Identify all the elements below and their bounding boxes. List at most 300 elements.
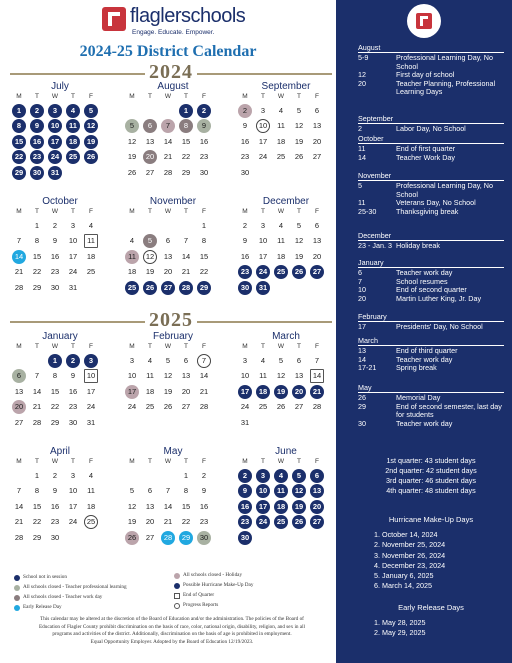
month-nov-2024 <box>123 195 223 296</box>
weekday-header <box>236 208 336 218</box>
event-text: Memorial Day <box>396 393 441 402</box>
month-may-2025 <box>123 445 223 546</box>
day-cell: 13 <box>145 136 155 146</box>
legend-label: All schools closed - Holiday <box>183 572 243 578</box>
day-cell: 27 <box>310 265 324 279</box>
day-cell: 25 <box>274 515 288 529</box>
day-cell: 25 <box>125 281 139 295</box>
day-cell: 29 <box>50 417 60 427</box>
day-cell: 28 <box>161 531 175 545</box>
weekday-label: W <box>51 208 59 215</box>
day-cell: 4 <box>278 220 284 230</box>
day-cell: 2 <box>66 354 80 368</box>
day-cell: 15 <box>181 501 191 511</box>
day-cell: 6 <box>165 236 171 246</box>
month-name: July <box>51 81 69 92</box>
event-date: 14 <box>358 152 366 162</box>
event-text: Teacher work day <box>396 354 453 364</box>
early-release-item: 1. May 28, 2025 <box>374 618 426 627</box>
day-cell: 18 <box>86 501 96 511</box>
events-month-heading: January <box>358 258 504 268</box>
day-cell: 9 <box>242 236 248 246</box>
weekday-label: F <box>315 93 319 100</box>
day-cell: 8 <box>12 119 26 133</box>
event-date: 17 <box>358 322 366 331</box>
year-divider-2024 <box>10 61 332 83</box>
day-cell: 31 <box>256 281 270 295</box>
day-cell: 11 <box>277 121 285 131</box>
day-cell: 15 <box>199 251 209 261</box>
weekday-header <box>236 93 336 103</box>
day-cell: 11 <box>259 371 267 381</box>
event-row <box>358 364 504 373</box>
day-cell: 24 <box>256 515 270 529</box>
month-name: November <box>149 196 197 207</box>
day-cell: 6 <box>314 105 320 115</box>
month-name: May <box>163 446 183 457</box>
disclaimer <box>10 616 334 646</box>
day-cell: 3 <box>129 355 135 365</box>
event-date: 2 <box>358 124 362 133</box>
day-cell: 15 <box>32 251 42 261</box>
disclaimer-line: Equal Opportunity Employer. Adopted by the Board of Education 12/19/2023. <box>90 638 254 645</box>
legend-item <box>14 583 127 592</box>
day-cell: 11 <box>84 234 98 248</box>
weekday-label: W <box>277 208 285 215</box>
events-section-august <box>358 43 504 97</box>
event-date: 7 <box>358 276 362 286</box>
events-section-december <box>358 231 504 251</box>
day-cell: 10 <box>68 486 78 496</box>
day-cell: 16 <box>30 135 44 149</box>
events-section-october <box>358 134 504 162</box>
month-name: October <box>42 196 78 207</box>
weekday-label: T <box>35 93 39 100</box>
weekday-label: F <box>202 458 206 465</box>
student-days-line: 3rd quarter: 46 student days <box>386 476 476 485</box>
day-cell: 22 <box>12 150 26 164</box>
day-cell: 3 <box>242 355 248 365</box>
day-cell: 2 <box>242 220 248 230</box>
day-cell: 24 <box>68 517 78 527</box>
event-text: End of second quarter <box>396 285 467 294</box>
day-cell: 4 <box>88 470 94 480</box>
day-cell: 11 <box>277 236 285 246</box>
day-cell: 8 <box>34 236 40 246</box>
weekday-label: M <box>242 343 248 350</box>
day-cell: 7 <box>34 371 40 381</box>
day-cell: 2 <box>30 104 44 118</box>
weekday-label: M <box>16 208 22 215</box>
day-cell: 12 <box>127 501 137 511</box>
day-cell: 4 <box>66 104 80 118</box>
event-date: 12 <box>358 70 366 79</box>
day-cell: 14 <box>163 501 173 511</box>
day-cell: 10 <box>84 369 98 383</box>
weekday-header <box>10 208 110 218</box>
day-cell: 2 <box>197 104 211 118</box>
event-text: Martin Luther King, Jr. Day <box>396 293 482 303</box>
event-text: Teacher work day <box>396 418 453 428</box>
weekday-label: T <box>148 458 152 465</box>
day-cell: 31 <box>48 166 62 180</box>
day-cell: 23 <box>68 402 78 412</box>
day-grid <box>123 103 223 181</box>
day-cell: 10 <box>68 236 78 246</box>
day-cell: 9 <box>197 119 211 133</box>
day-cell: 26 <box>125 531 139 545</box>
weekday-label: W <box>51 458 59 465</box>
day-cell: 8 <box>34 486 40 496</box>
event-date: 11 <box>358 198 366 207</box>
day-cell: 30 <box>199 167 209 177</box>
day-cell: 3 <box>70 470 76 480</box>
weekday-label: T <box>35 343 39 350</box>
day-cell: 21 <box>163 517 173 527</box>
day-cell: 28 <box>14 282 24 292</box>
day-cell: 16 <box>199 501 209 511</box>
day-cell: 20 <box>310 500 324 514</box>
event-text: End of third quarter <box>396 346 458 355</box>
day-cell: 23 <box>50 267 60 277</box>
day-cell: 30 <box>50 282 60 292</box>
early-release-title: Early Release Days <box>398 603 464 612</box>
day-cell: 14 <box>14 501 24 511</box>
day-cell: 28 <box>163 167 173 177</box>
day-cell: 31 <box>240 417 250 427</box>
day-cell: 19 <box>294 251 304 261</box>
event-text: School resumes <box>396 276 448 286</box>
weekday-label: T <box>71 208 75 215</box>
day-cell: 19 <box>127 152 137 162</box>
day-cell: 12 <box>294 121 304 131</box>
day-cell: 29 <box>32 532 42 542</box>
day-cell: 9 <box>242 121 248 131</box>
day-cell: 19 <box>127 517 137 527</box>
day-cell: 13 <box>312 236 322 246</box>
day-cell: 30 <box>197 531 211 545</box>
event-row <box>358 182 504 199</box>
day-cell: 5 <box>292 469 306 483</box>
day-cell: 25 <box>84 515 98 529</box>
day-cell: 26 <box>163 402 173 412</box>
early-release-item: 2. May 29, 2025 <box>374 628 426 638</box>
legend-label: School not in session <box>23 574 67 580</box>
day-cell: 27 <box>145 167 155 177</box>
day-cell: 12 <box>292 484 306 498</box>
event-date: 11 <box>358 144 366 153</box>
day-cell: 13 <box>163 251 173 261</box>
day-cell: 12 <box>127 136 137 146</box>
day-cell: 22 <box>199 267 209 277</box>
day-cell: 17 <box>258 251 268 261</box>
day-grid <box>10 353 110 431</box>
student-days-line: 2nd quarter: 42 student days <box>385 466 477 475</box>
day-cell: 16 <box>50 501 60 511</box>
day-cell: 28 <box>312 402 322 412</box>
day-cell: 29 <box>32 282 42 292</box>
legend-item <box>174 571 242 580</box>
day-cell: 3 <box>84 354 98 368</box>
day-cell: 8 <box>201 236 207 246</box>
day-cell: 19 <box>145 267 155 277</box>
day-cell: 21 <box>32 402 42 412</box>
day-cell: 6 <box>183 355 189 365</box>
weekday-label: M <box>16 458 22 465</box>
legend-swatch-icon <box>14 595 20 601</box>
weekday-label: W <box>51 343 59 350</box>
weekday-label: T <box>148 93 152 100</box>
day-cell: 10 <box>256 484 270 498</box>
day-cell: 24 <box>240 402 250 412</box>
day-cell: 18 <box>274 500 288 514</box>
weekday-label: T <box>184 458 188 465</box>
day-cell: 6 <box>296 355 302 365</box>
day-cell: 23 <box>199 152 209 162</box>
day-cell: 9 <box>30 119 44 133</box>
day-cell: 18 <box>145 386 155 396</box>
day-cell: 9 <box>70 371 76 381</box>
month-name: August <box>157 81 189 92</box>
day-grid <box>236 353 336 431</box>
event-text: Thanksgiving break <box>396 206 459 216</box>
events-month-heading: February <box>358 312 504 322</box>
day-cell: 27 <box>145 532 155 542</box>
day-cell: 12 <box>143 250 157 264</box>
events-month-heading: March <box>358 336 504 346</box>
day-cell: 29 <box>181 167 191 177</box>
legend-item <box>174 601 218 610</box>
day-cell: 20 <box>143 150 157 164</box>
weekday-label: W <box>51 93 59 100</box>
day-cell: 7 <box>161 119 175 133</box>
day-cell: 6 <box>314 220 320 230</box>
weekday-header <box>236 343 336 353</box>
day-cell: 1 <box>179 104 193 118</box>
month-name: January <box>42 331 78 342</box>
day-cell: 10 <box>127 371 137 381</box>
day-cell: 12 <box>163 371 173 381</box>
weekday-label: M <box>242 208 248 215</box>
weekday-header <box>123 93 223 103</box>
weekday-label: F <box>89 93 93 100</box>
event-text: Presidents' Day, No School <box>396 322 483 331</box>
day-cell: 23 <box>240 152 250 162</box>
event-text: Professional Learning Day, No School <box>396 53 493 71</box>
day-cell: 11 <box>125 250 139 264</box>
weekday-header <box>236 458 336 468</box>
event-date: 14 <box>358 354 366 364</box>
event-row <box>358 154 504 163</box>
weekday-header <box>123 343 223 353</box>
day-cell: 18 <box>127 267 137 277</box>
day-cell: 26 <box>276 402 286 412</box>
day-cell: 8 <box>179 119 193 133</box>
day-cell: 19 <box>163 386 173 396</box>
events-month-heading: November <box>358 171 504 181</box>
weekday-label: T <box>184 208 188 215</box>
day-grid <box>123 353 223 431</box>
weekday-label: M <box>16 343 22 350</box>
weekday-label: T <box>261 458 265 465</box>
day-cell: 20 <box>312 136 322 146</box>
weekday-label: T <box>184 343 188 350</box>
day-cell: 1 <box>12 104 26 118</box>
day-cell: 27 <box>294 402 304 412</box>
month-apr-2025 <box>10 445 110 546</box>
day-grid <box>236 218 336 296</box>
weekday-label: T <box>261 208 265 215</box>
hurricane-title: Hurricane Make-Up Days <box>388 515 474 524</box>
month-name: June <box>275 446 297 457</box>
hurricane-item: 4. December 23, 2024 <box>374 560 446 570</box>
day-cell: 20 <box>181 386 191 396</box>
day-cell: 18 <box>256 385 270 399</box>
early-release-list <box>374 618 426 639</box>
day-cell: 14 <box>199 371 209 381</box>
day-cell: 1 <box>48 354 62 368</box>
month-sep-2024 <box>236 80 336 181</box>
day-cell: 8 <box>183 486 189 496</box>
day-cell: 7 <box>197 354 211 368</box>
day-cell: 19 <box>84 135 98 149</box>
day-cell: 5 <box>165 355 171 365</box>
day-cell: 5 <box>296 105 302 115</box>
day-cell: 22 <box>50 402 60 412</box>
day-cell: 25 <box>86 267 96 277</box>
day-cell: 24 <box>256 265 270 279</box>
day-cell: 9 <box>238 484 252 498</box>
legend-label: All schools closed - Teacher work day <box>23 594 103 600</box>
day-cell: 14 <box>181 251 191 261</box>
legend-swatch-icon <box>174 593 180 599</box>
day-cell: 30 <box>238 531 252 545</box>
day-cell: 30 <box>30 166 44 180</box>
day-cell: 26 <box>294 152 304 162</box>
events-month-heading: October <box>358 134 504 144</box>
day-cell: 13 <box>312 121 322 131</box>
legend-label: All schools closed - Teacher professional learning <box>23 584 127 590</box>
event-text: Spring break <box>396 363 437 372</box>
event-row <box>358 242 504 251</box>
day-cell: 10 <box>256 119 270 133</box>
events-section-may <box>358 383 504 428</box>
weekday-label: F <box>202 343 206 350</box>
day-cell: 1 <box>34 220 40 230</box>
event-date: 20 <box>358 293 366 303</box>
day-cell: 28 <box>32 417 42 427</box>
day-cell: 24 <box>258 152 268 162</box>
month-name: March <box>272 331 300 342</box>
legend-swatch-icon <box>14 585 20 591</box>
day-cell: 13 <box>310 484 324 498</box>
brand-name: flaglerschools <box>130 5 246 27</box>
day-cell: 18 <box>86 251 96 261</box>
disclaimer-line: Education of Flagler County prohibit discrimination on the basis of race, color, national origin, disability, religion, and sex in all <box>39 623 305 630</box>
month-name: February <box>152 331 193 342</box>
day-cell: 26 <box>292 265 306 279</box>
hurricane-item: 1. October 14, 2024 <box>374 530 438 539</box>
event-date: 6 <box>358 268 362 277</box>
weekday-label: M <box>242 458 248 465</box>
day-cell: 24 <box>48 150 62 164</box>
day-cell: 23 <box>199 517 209 527</box>
day-cell: 30 <box>68 417 78 427</box>
events-section-march <box>358 336 504 373</box>
day-cell: 4 <box>129 236 135 246</box>
day-cell: 7 <box>314 355 320 365</box>
day-cell: 16 <box>199 136 209 146</box>
day-cell: 19 <box>292 500 306 514</box>
month-feb-2025 <box>123 330 223 431</box>
day-cell: 17 <box>256 500 270 514</box>
day-cell: 2 <box>238 469 252 483</box>
event-row <box>358 208 504 217</box>
legend-label: Progress Reports <box>183 602 219 608</box>
weekday-label: F <box>89 343 93 350</box>
day-cell: 7 <box>16 236 22 246</box>
day-cell: 17 <box>238 385 252 399</box>
event-date: 20 <box>358 78 366 88</box>
day-cell: 31 <box>68 282 78 292</box>
weekday-label: W <box>164 93 172 100</box>
weekday-header <box>10 93 110 103</box>
day-cell: 12 <box>84 119 98 133</box>
day-cell: 22 <box>32 517 42 527</box>
flagler-logo-icon <box>407 4 441 38</box>
weekday-label: T <box>297 93 301 100</box>
student-days <box>358 456 504 496</box>
event-row <box>358 54 504 71</box>
day-cell: 28 <box>199 402 209 412</box>
weekday-label: M <box>242 93 248 100</box>
weekday-label: W <box>164 208 172 215</box>
weekday-label: T <box>297 458 301 465</box>
event-date: 5 <box>358 181 362 190</box>
day-cell: 30 <box>240 167 250 177</box>
month-name: September <box>261 81 311 92</box>
events-month-heading: May <box>358 383 504 393</box>
hurricane-item: 5. January 6, 2025 <box>374 571 434 581</box>
event-row <box>358 420 504 429</box>
legend-swatch-icon <box>174 573 180 579</box>
event-date: 26 <box>358 393 366 402</box>
weekday-label: T <box>35 458 39 465</box>
day-cell: 23 <box>50 517 60 527</box>
event-text: Labor Day, No School <box>396 124 466 133</box>
day-cell: 22 <box>32 267 42 277</box>
day-cell: 20 <box>145 517 155 527</box>
day-cell: 11 <box>66 119 80 133</box>
weekday-label: T <box>261 93 265 100</box>
events-section-september <box>358 114 504 134</box>
day-cell: 4 <box>147 355 153 365</box>
event-date: 17-21 <box>358 363 377 372</box>
day-cell: 3 <box>256 469 270 483</box>
day-cell: 15 <box>50 386 60 396</box>
day-cell: 4 <box>260 355 266 365</box>
day-cell: 10 <box>258 236 268 246</box>
day-cell: 10 <box>240 371 250 381</box>
legend-swatch-icon <box>174 583 180 589</box>
events-month-heading: August <box>358 43 504 53</box>
legend-item <box>174 581 253 590</box>
weekday-label: F <box>315 208 319 215</box>
day-cell: 6 <box>147 486 153 496</box>
day-cell: 28 <box>179 281 193 295</box>
event-text: Teacher Planning, Professional Learning Days <box>396 78 496 96</box>
event-row <box>358 125 504 134</box>
